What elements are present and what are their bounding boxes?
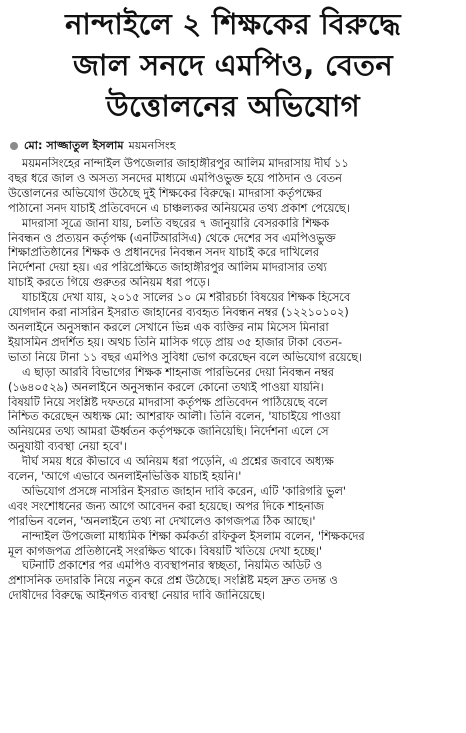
article-paragraph [8,530,458,560]
text-line: অনলাইনে অনুসন্ধান করলে সেখানে ভিন্ন এক ব্যক্তির নাম মিসেস মিনারা [8,320,329,334]
text-line: শিক্ষাপ্রতিষ্ঠানের শিক্ষক ও প্রধানদের নিবন্ধন সনদ যাচাই করে দাখিলের [8,246,319,260]
text-line: অভিযোগ প্রসঙ্গে নাসরিন ইসরাত জাহান দাবি করেন, এটি 'কারিগরি ভুল' [22,484,346,498]
text-line: পাঠানো সনদ যাচাই প্রতিবেদনে এ চাঞ্চল্যকর অনিয়মের তথ্য প্রকাশ পেয়েছে। [8,201,350,215]
article-paragraph [8,217,458,292]
byline [8,137,458,155]
text-line: দোষীদের বিরুদ্ধে আইনগত ব্যবস্থা নেয়ার দাবি জানিয়েছে। [8,589,265,603]
byline-location: ময়মনসিংহ [128,138,176,152]
text-line: অনিয়মের তথ্য আমরা ঊর্ধ্বতন কর্তৃপক্ষকে জানিয়েছি। নির্দেশনা এলে সে [8,425,329,439]
article-body [8,157,458,604]
text-line: নিবন্ধন ও প্রত্যয়ন কর্তৃপক্ষ (এনটিআরসিএ) থেকে দেশের সব এমপিওভুক্ত [8,231,336,245]
text-line: যোগদান করা নাসরিন ইসরাত জাহানের ব্যবহৃত নিবন্ধন নম্বর (১২২১০১০২) [8,306,349,320]
text-line: দীর্ঘ সময় ধরে কীভাবে এ অনিয়ম ধরা পড়েনি, এ প্রশ্নের জবাবে অধ্যক্ষ [22,455,334,469]
headline-line: জাল সনদে এমপিও, বেতন [73,48,393,82]
text-line: প্রশাসনিক তদারকি নিয়ে নতুন করে প্রশ্ন উঠেছে। সংশ্লিষ্ট মহল দ্রুত তদন্ত ও [8,574,338,588]
headline-line: নান্দাইলে ২ শিক্ষকের বিরুদ্ধে [65,7,401,41]
text-line: ময়মনসিংহের নান্দাইল উপজেলার জাহাঙ্গীরপুর আলিম মাদরাসায় দীর্ঘ ১১ [22,157,349,170]
byline-author: মো: সাজ্জাতুল ইসলাম [24,138,124,152]
text-line: মাদরাসা সূত্রে জানা যায়, চলতি বছরের ৭ জানুয়ারি বেসরকারি শিক্ষক [22,216,330,230]
text-line: বছর ধরে জাল ও অসত্য সনদের মাধ্যমে এমপিওভুক্ত হয়ে পাঠদান ও বেতন [8,171,342,185]
text-line: নির্দেশনা দেয়া হয়। এর পরিপ্রেক্ষিতে জাহাঙ্গীরপুর আলিম মাদরাসার তথ্য [8,261,327,275]
text-line: এবং সংশোধনের জন্য আগে আবেদন করা হয়েছে। অপর দিকে শাহনাজ [8,499,324,513]
article-paragraph [8,291,458,366]
text-line: বলেন, 'আগে এভাবে অনলাইনভিত্তিক যাচাই হয়নি।' [8,470,242,484]
text-line: পারভিন বলেন, 'অনলাইনে তথ্য না দেখালেও কাগজপত্র ঠিক আছে।' [8,514,316,528]
text-line: যাচাই করতে গিয়ে গুরুতর অনিয়ম ধরা পড়ে। [8,276,210,290]
bullet-icon [10,142,18,150]
text-line: যাচাইয়ে দেখা যায়, ২০১৫ সালের ১০ মে শরীরচর্চা বিষয়ের শিক্ষক হিসেবে [22,291,351,305]
text-line: এ ছাড়া আরবি বিভাগের শিক্ষক শাহনাজ পারভিনের দেয়া নিবন্ধন নম্বর [22,365,334,379]
text-line: (১৬৪০৫২৯) অনলাইনে অনুসন্ধান করলে কোনো তথ্যই পাওয়া যায়নি। [8,380,324,394]
text-line: অনুযায়ী ব্যবস্থা নেয়া হবে'। [8,440,127,454]
article-paragraph [8,485,458,530]
headline [8,4,458,127]
article-paragraph [8,455,458,485]
article-paragraph [8,559,458,604]
text-line: মূল কাগজপত্র প্রতিষ্ঠানেই সংরক্ষিত থাকে। বিষয়টি খতিয়ে দেখা হচ্ছে।' [8,544,323,558]
text-line: নিশ্চিত করেছেন অধ্যক্ষ মো: আশরাফ আলী। তিনি বলেন, 'যাচাইয়ে পাওয়া [8,410,341,424]
text-line: ঘটনাটি প্রকাশের পর এমপিও ব্যবস্থাপনার স্বচ্ছতা, নিয়মিত অডিট ও [22,559,323,573]
article-paragraph [8,157,458,217]
text-line: ভাতা নিয়ে টানা ১১ বছর এমপিও সুবিধা ভোগ করেছেন বলে অভিযোগ রয়েছে। [8,350,362,364]
text-line: বিষয়টি নিয়ে সংশ্লিষ্ট দফতরে মাদরাসা কর্তৃপক্ষ প্রতিবেদন পাঠিয়েছে বলে [8,395,328,409]
headline-line: উত্তোলনের অভিযোগ [106,89,360,123]
text-line: ইয়াসমিন প্রদর্শিত হয়। অথচ তিনি মাসিক গড়ে প্রায় ৩৫ হাজার টাকা বেতন- [8,335,343,349]
text-line: নান্দাইল উপজেলা মাধ্যমিক শিক্ষা কর্মকর্তা রফিকুল ইসলাম বলেন, 'শিক্ষকদের [22,529,365,543]
article-paragraph [8,366,458,455]
text-line: উত্তোলনের অভিযোগ উঠেছে দুই শিক্ষকের বিরুদ্ধে। মাদরাসা কর্তৃপক্ষের [8,186,322,200]
